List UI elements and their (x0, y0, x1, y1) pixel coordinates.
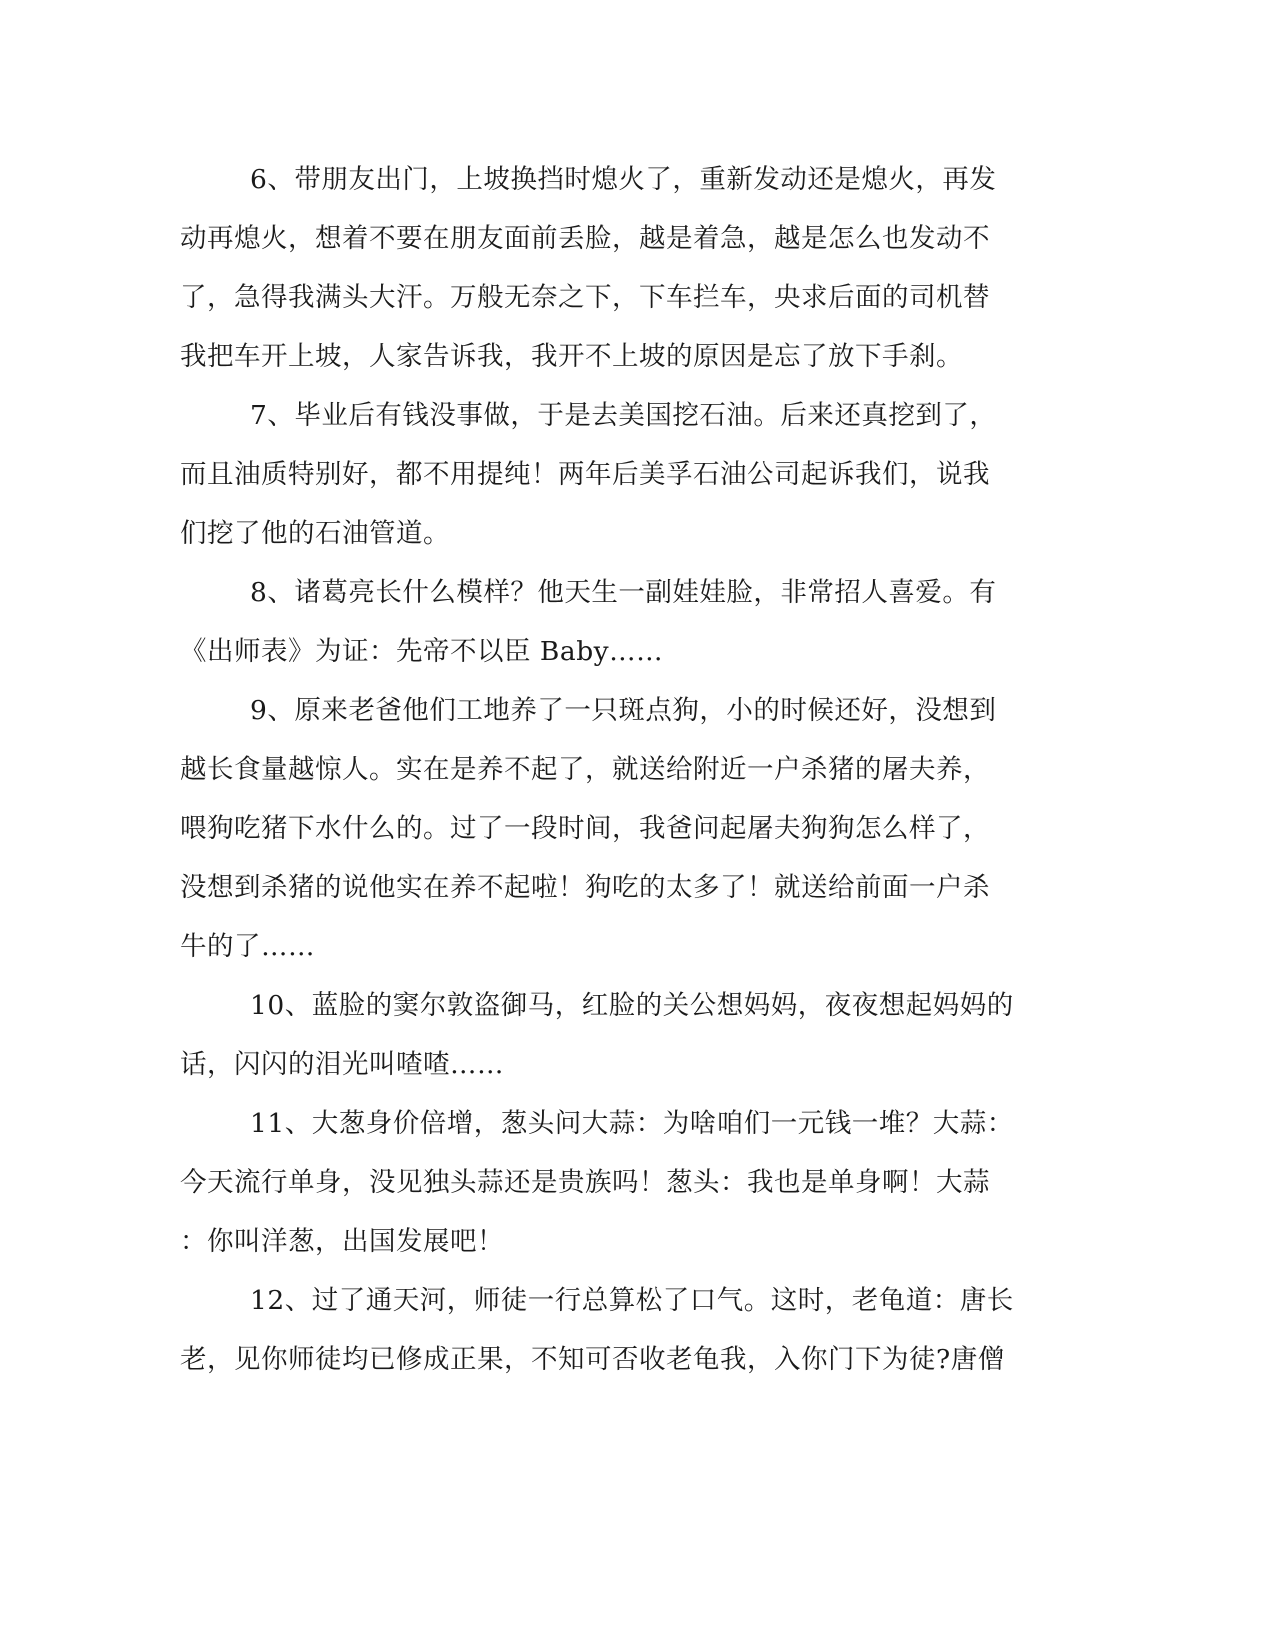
paragraph-9-line-5: 牛的了…… (180, 931, 315, 962)
paragraph-9-line-3: 喂狗吃猪下水什么的。过了一段时间，我爸问起屠夫狗狗怎么样了， (180, 813, 990, 844)
paragraph-9-line-1: 9、原来老爸他们工地养了一只斑点狗，小的时候还好，没想到 (250, 695, 997, 726)
paragraph-6-line-1: 6、带朋友出门，上坡换挡时熄火了，重新发动还是熄火，再发 (250, 164, 997, 195)
paragraph-9-line-4: 没想到杀猪的说他实在养不起啦！狗吃的太多了！就送给前面一户杀 (180, 872, 990, 903)
paragraph-6-line-4: 我把车开上坡，人家告诉我，我开不上坡的原因是忘了放下手刹。 (180, 341, 963, 372)
paragraph-7-line-3: 们挖了他的石油管道。 (180, 518, 450, 549)
paragraph-12-line-2: 老，见你师徒均已修成正果，不知可否收老龟我，入你门下为徒?唐僧 (180, 1344, 1005, 1375)
paragraph-12-line-1: 12、过了通天河，师徒一行总算松了口气。这时，老龟道：唐长 (250, 1285, 1014, 1316)
paragraph-6-line-3: 了，急得我满头大汗。万般无奈之下，下车拦车，央求后面的司机替 (180, 282, 990, 313)
paragraph-11-line-1: 11、大葱身价倍增，葱头问大蒜：为啥咱们一元钱一堆？大蒜： (250, 1108, 1014, 1139)
paragraph-10-line-2: 话，闪闪的泪光叫喳喳…… (180, 1049, 504, 1080)
paragraph-11-line-3: ：你叫洋葱，出国发展吧！ (180, 1226, 504, 1257)
paragraph-10-line-1: 10、蓝脸的窦尔敦盗御马，红脸的关公想妈妈，夜夜想起妈妈的 (250, 990, 1014, 1021)
paragraph-6-line-2: 动再熄火，想着不要在朋友面前丢脸，越是着急，越是怎么也发动不 (180, 223, 990, 254)
paragraph-7-line-2: 而且油质特别好，都不用提纯！两年后美孚石油公司起诉我们，说我 (180, 459, 990, 490)
paragraph-8-line-1: 8、诸葛亮长什么模样？他天生一副娃娃脸，非常招人喜爱。有 (250, 577, 997, 608)
paragraph-11-line-2: 今天流行单身，没见独头蒜还是贵族吗！葱头：我也是单身啊！大蒜 (180, 1167, 990, 1198)
paragraph-8-line-2: 《出师表》为证：先帝不以臣 Baby…… (180, 636, 664, 667)
paragraph-9-line-2: 越长食量越惊人。实在是养不起了，就送给附近一户杀猪的屠夫养， (180, 754, 990, 785)
paragraph-7-line-1: 7、毕业后有钱没事做，于是去美国挖石油。后来还真挖到了， (250, 400, 997, 431)
